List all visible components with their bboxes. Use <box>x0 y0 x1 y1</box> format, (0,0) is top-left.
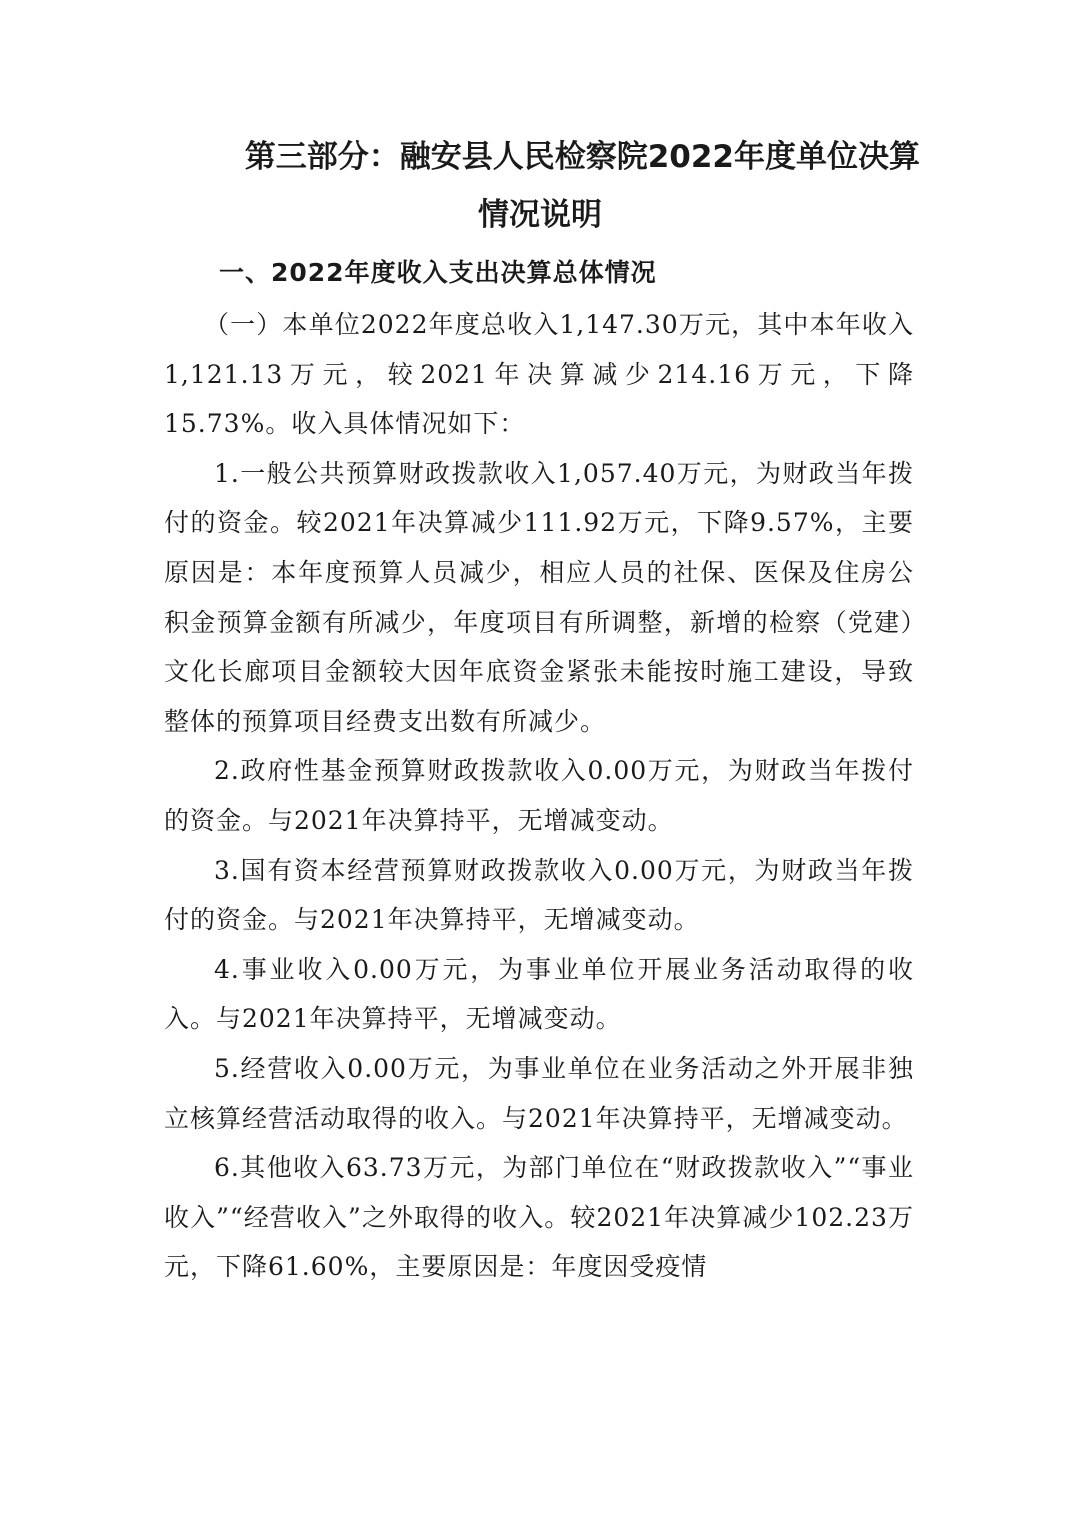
title-line-2: 情况说明 <box>478 197 602 233</box>
paragraph-other-income: 6.其他收入63.73万元，为部门单位在“财政拨款收入”“事业收入”“经营收入”之外取得的收入。较2021年决算减少102.23万元，下降61.60%，主要原因是：年度因受疫情 <box>164 1153 914 1282</box>
paragraph-state-capital: 3.国有资本经营预算财政拨款收入0.00万元，为财政当年拨付的资金。与2021年决算持平，无增减变动。 <box>164 855 914 935</box>
document-title <box>160 128 920 244</box>
paragraph-government-fund: 2.政府性基金预算财政拨款收入0.00万元，为财政当年拨付的资金。与2021年决算持平，无增减变动。 <box>164 756 914 835</box>
paragraph-total-income: （一）本单位2022年度总收入1,147.30万元，其中本年收入1,121.13万元，较2021年决算减少214.16万元，下降15.73%。收入具体情况如下： <box>164 310 914 439</box>
paragraph-general-budget: 1.一般公共预算财政拨款收入1,057.40万元，为财政当年拨付的资金。较2021年决算减少111.92万元，下降9.57%，主要原因是：本年度预算人员减少，相应人员的社保、医保及住房公积金预算金额有所减少，年度项目有所调整，新增的检察（党建）文化长廊项目金额较大因年底资金紧张未能按时施工建设，导致整体的预算项目经费支出数有所减少。 <box>164 458 914 736</box>
title-line-1: 第三部分：融安县人民检察院2022年度单位决算 <box>244 139 920 175</box>
section-heading: 一、2022年度收入支出决算总体情况 <box>219 258 657 287</box>
paragraph-operating-income: 5.经营收入0.00万元，为事业单位在业务活动之外开展非独立核算经营活动取得的收入。与2021年决算持平，无增减变动。 <box>164 1053 914 1133</box>
document-body <box>164 300 914 1292</box>
paragraph-business-income: 4.事业收入0.00万元，为事业单位开展业务活动取得的收入。与2021年决算持平，无增减变动。 <box>164 954 914 1034</box>
